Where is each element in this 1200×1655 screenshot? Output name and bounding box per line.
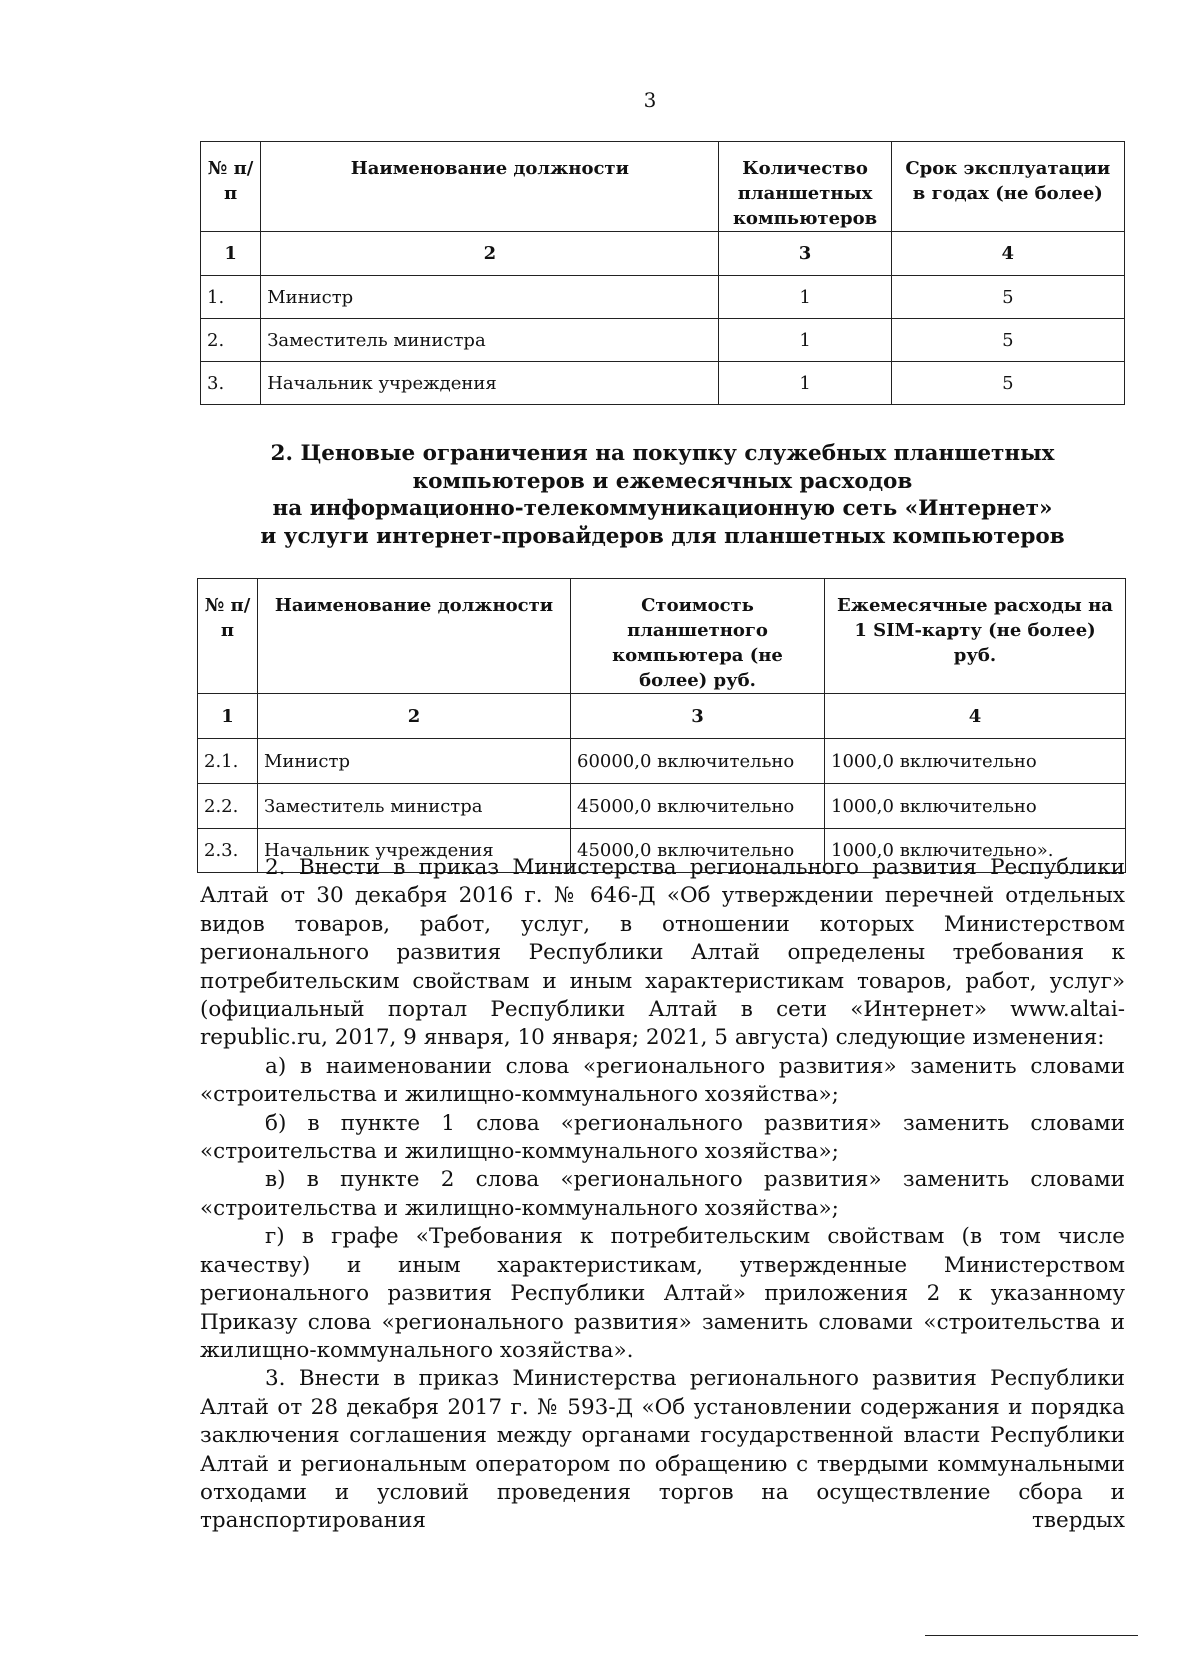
- header-cell-position: Наименование должности: [261, 142, 719, 232]
- position-name: Министр: [261, 276, 719, 319]
- column-number: 2: [261, 232, 719, 276]
- tablet-cost: 45000,0 включительно: [571, 829, 825, 873]
- service-life: 5: [891, 362, 1124, 405]
- row-number: 1.: [201, 276, 261, 319]
- row-number: 3.: [201, 362, 261, 405]
- sim-expenses: 1000,0 включительно».: [825, 829, 1126, 873]
- tablet-cost: 45000,0 включительно: [571, 784, 825, 829]
- service-life: 5: [891, 319, 1124, 362]
- section-title-line: на информационно-телекоммуникационную сеть «Интернет»: [272, 496, 1053, 521]
- table-row: [201, 319, 1125, 362]
- sim-expenses: 1000,0 включительно: [825, 784, 1126, 829]
- position-name: Заместитель министра: [258, 784, 571, 829]
- column-number: 1: [201, 232, 261, 276]
- section-title-line: и услуги интернет-провайдеров для планшетных компьютеров: [260, 523, 1065, 549]
- tablet-cost: 60000,0 включительно: [571, 739, 825, 784]
- page-number: 3: [643, 88, 657, 112]
- column-number: 2: [258, 694, 571, 739]
- tablet-quantity: 1: [719, 362, 891, 405]
- sim-expenses: 1000,0 включительно: [825, 739, 1126, 784]
- column-number: 3: [719, 232, 891, 276]
- table-row: [201, 362, 1125, 405]
- row-number: 2.3.: [198, 829, 258, 873]
- header-cell-number: № п/п: [201, 142, 261, 232]
- row-number: 2.2.: [198, 784, 258, 829]
- column-number: 1: [198, 694, 258, 739]
- table-row: [198, 739, 1126, 784]
- paragraph: г) в графе «Требования к потребительским свойствам (в том числе качеству) и иным характеристикам, утвержденные Министерством регионального развития Республики Алтай» приложения 2 к указанному Приказу слова «регионального развития» заменить словами «строительства и жилищно-коммунального хозяйства».: [200, 1224, 1125, 1363]
- service-life: 5: [891, 276, 1124, 319]
- paragraph: 3. Внести в приказ Министерства регионального развития Республики Алтай от 28 декабря 2017 г. № 593-Д «Об установлении содержания и порядка заключения соглашения между органами государственной власти Республики Алтай и региональным оператором по обращению с твердыми коммунальными отходами и условий проведения торгов на осуществление сбора и транспортирования твердых: [200, 1366, 1125, 1534]
- tablet-quantity: 1: [719, 319, 891, 362]
- section-title-line: компьютеров и ежемесячных расходов: [412, 468, 913, 494]
- header-cell-sim-expenses: Ежемесячные расходы на 1 SIM-карту (не более) руб.: [825, 579, 1126, 694]
- section-title: [200, 440, 1125, 550]
- document-body: [200, 854, 1125, 1536]
- row-number: 2.1.: [198, 739, 258, 784]
- price-limits-table: [197, 578, 1126, 873]
- header-cell-position: Наименование должности: [258, 579, 571, 694]
- column-number-row: [198, 694, 1126, 739]
- column-number: 3: [571, 694, 825, 739]
- paragraph: 2. Внести в приказ Министерства регионального развития Республики Алтай от 30 декабря 2016 г. № 646-Д «Об утверждении перечней отдельных видов товаров, работ, услуг, в отношении которых Министерством регионального развития Республики Алтай определены требования к потребительским свойствам и иным характеристикам товаров, работ, услуг» (официальный портал Республики Алтай в сети «Интернет» www.altai-republic.ru, 2017, 9 января, 10 января; 2021, 5 августа) следующие изменения:: [200, 855, 1125, 1051]
- header-cell-tablet-cost: Стоимость планшетного компьютера (не более) руб.: [571, 579, 825, 694]
- column-number: 4: [825, 694, 1126, 739]
- tablet-quantity: 1: [719, 276, 891, 319]
- tablet-quantity-table: [200, 141, 1125, 405]
- section-title-line: 2. Ценовые ограничения на покупку служебных планшетных: [270, 441, 1055, 466]
- paragraph: б) в пункте 1 слова «регионального развития» заменить словами «строительства и жилищно-коммунального хозяйства»;: [200, 1110, 1125, 1165]
- table-row: [198, 784, 1126, 829]
- column-number: 4: [891, 232, 1124, 276]
- row-number: 2.: [201, 319, 261, 362]
- column-number-row: [201, 232, 1125, 276]
- table-header-row: [198, 579, 1126, 694]
- header-cell-service-life: Срок эксплуатации в годах (не более): [891, 142, 1124, 232]
- position-name: Начальник учреждения: [261, 362, 719, 405]
- paragraph: в) в пункте 2 слова «регионального развития» заменить словами «строительства и жилищно-коммунального хозяйства»;: [200, 1167, 1125, 1221]
- position-name: Начальник учреждения: [258, 829, 571, 873]
- table-header-row: [201, 142, 1125, 232]
- footer-rule: [925, 1635, 1138, 1636]
- table-row: [201, 276, 1125, 319]
- position-name: Заместитель министра: [261, 319, 719, 362]
- header-cell-number: № п/п: [198, 579, 258, 694]
- paragraph: а) в наименовании слова «регионального развития» заменить словами «строительства и жилищно-коммунального хозяйства»;: [200, 1053, 1125, 1108]
- position-name: Министр: [258, 739, 571, 784]
- header-cell-quantity: Количество планшетных компьютеров: [719, 142, 891, 232]
